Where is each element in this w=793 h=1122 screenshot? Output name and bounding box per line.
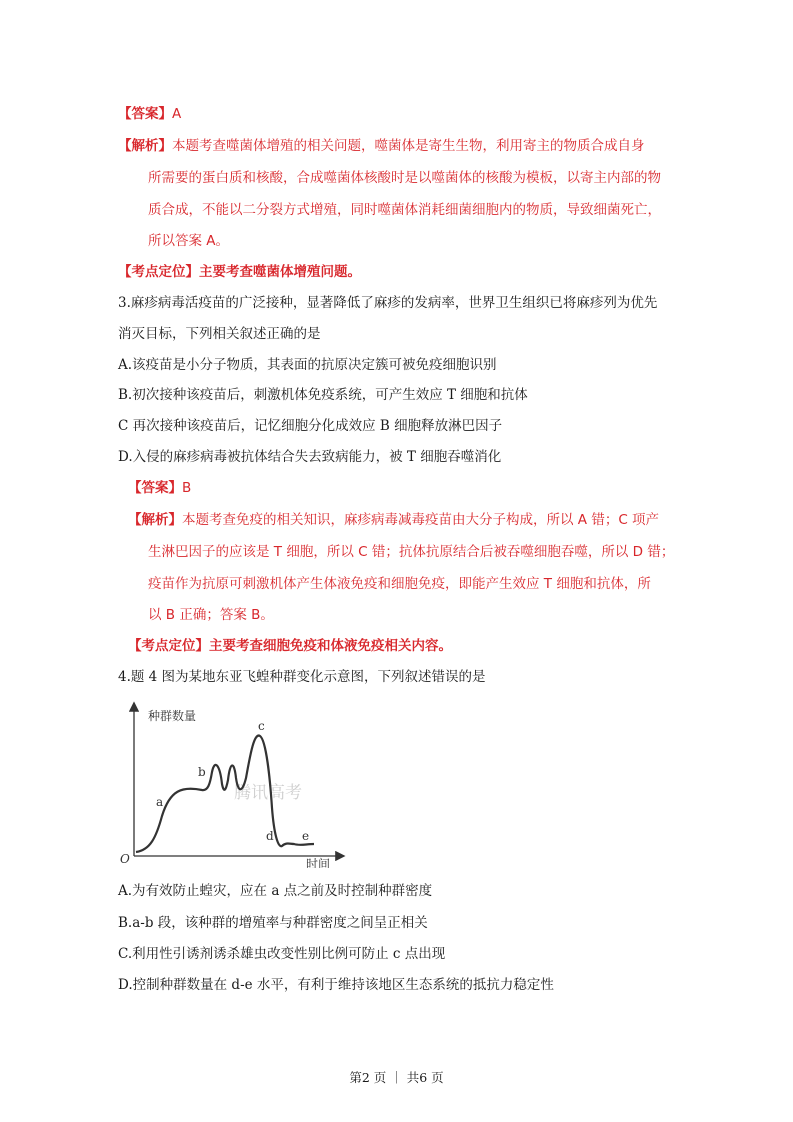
point-a-label: a — [156, 795, 164, 809]
answer-line-1 — [118, 104, 181, 124]
population-figure — [118, 698, 348, 868]
analysis-line: 以 B 正确；答案 B。 — [148, 607, 274, 623]
answer-line-2 — [128, 478, 191, 498]
analysis-text: 本题考查免疫的相关知识，麻疹病毒减毒疫苗由大分子构成，所以 A 错；C 项产 — [182, 512, 660, 528]
key-point-line — [118, 262, 361, 282]
analysis-line: 生淋巴因子的应该是 T 细胞，所以 C 错；抗体抗原结合后被吞噬细胞吞噬，所以 D 错； — [148, 544, 675, 560]
analysis-line — [128, 510, 659, 530]
answer-label: 【答案】 — [118, 106, 172, 122]
answer-value: B — [182, 480, 192, 496]
point-b-label: b — [198, 765, 206, 779]
option-b: B.a-b 段，该种群的增殖率与种群密度之间呈正相关 — [118, 915, 428, 931]
key-point-text: 主要考查噬菌体增殖问题。 — [199, 264, 361, 280]
origin-label: O — [120, 852, 130, 866]
option-c: C.利用性引诱剂诱杀雄虫改变性别比例可防止 c 点出现 — [118, 946, 446, 962]
option-a: A.为有效防止蝗灾，应在 a 点之前及时控制种群密度 — [118, 883, 433, 899]
page-footer: 第2 页 ｜ 共6 页 — [349, 1070, 444, 1085]
watermark: 腾讯高考 — [234, 783, 302, 803]
option-b: B.初次接种该疫苗后，刺激机体免疫系统，可产生效应 T 细胞和抗体 — [118, 387, 528, 403]
point-d-label: d — [266, 829, 274, 843]
answer-label: 【答案】 — [128, 480, 182, 496]
question-stem: 4.题 4 图为某地东亚飞蝗种群变化示意图，下列叙述错误的是 — [118, 669, 486, 685]
option-a: A.该疫苗是小分子物质，其表面的抗原决定簇可被免疫细胞识别 — [118, 357, 497, 373]
key-point-line — [128, 636, 452, 656]
point-e-label: e — [302, 829, 310, 843]
option-d: D.控制种群数量在 d-e 水平，有利于维持该地区生态系统的抵抗力稳定性 — [118, 977, 554, 993]
analysis-label: 【解析】 — [118, 138, 172, 154]
analysis-line: 所以答案 A。 — [148, 233, 230, 249]
analysis-label: 【解析】 — [128, 512, 182, 528]
analysis-line — [118, 136, 645, 156]
analysis-line: 疫苗作为抗原可刺激机体产生体液免疫和细胞免疫，即能产生效应 T 细胞和抗体，所 — [148, 576, 651, 592]
analysis-line: 所需要的蛋白质和核酸，合成噬菌体核酸时是以噬菌体的核酸为模板，以寄主内部的物 — [148, 170, 661, 186]
option-c: C 再次接种该疫苗后，记忆细胞分化成效应 B 细胞释放淋巴因子 — [118, 418, 503, 434]
x-axis-label: 时间 — [306, 857, 331, 868]
question-stem: 3.麻疹病毒活疫苗的广泛接种，显著降低了麻疹的发病率，世界卫生组织已将麻疹列为优先 — [118, 295, 658, 311]
question-stem: 消灭目标，下列相关叙述正确的是 — [118, 326, 321, 342]
point-c-label: c — [258, 719, 265, 733]
analysis-text: 本题考查噬菌体增殖的相关问题，噬菌体是寄生生物，利用寄主的物质合成自身 — [172, 138, 645, 154]
y-axis-label: 种群数量 — [148, 709, 197, 723]
key-point-text: 主要考查细胞免疫和体液免疫相关内容。 — [209, 638, 452, 654]
answer-value: A — [172, 106, 182, 122]
key-point-label: 【考点定位】 — [118, 264, 199, 280]
key-point-label: 【考点定位】 — [128, 638, 209, 654]
option-d: D.入侵的麻疹病毒被抗体结合失去致病能力，被 T 细胞吞噬消化 — [118, 449, 502, 465]
analysis-line: 质合成，不能以二分裂方式增殖，同时噬菌体消耗细菌细胞内的物质，导致细菌死亡， — [148, 202, 661, 218]
